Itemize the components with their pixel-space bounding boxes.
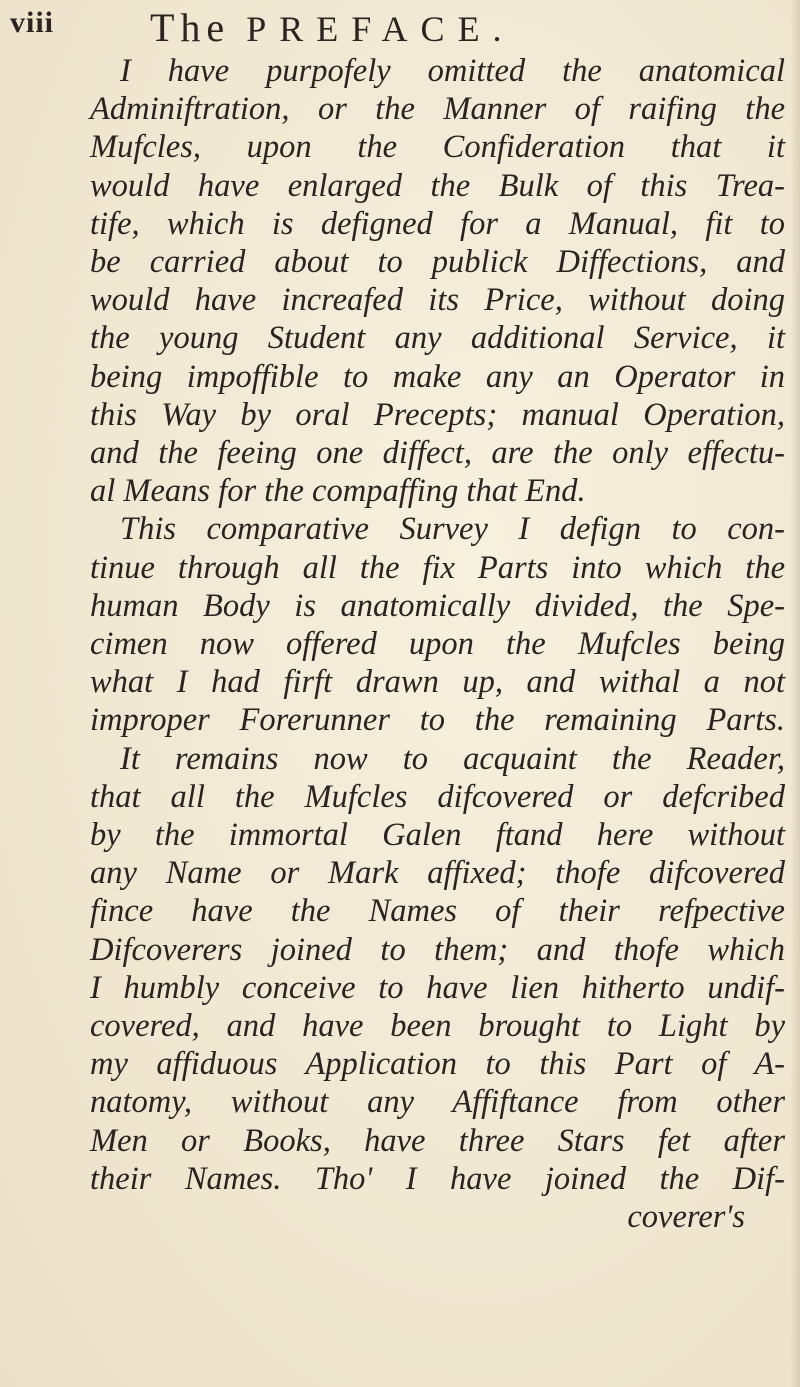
- text-line: I have purpofely omitted the anatomical: [120, 53, 785, 89]
- text-line: cimen now offered upon the Mufcles being: [90, 626, 785, 663]
- text-line: any Name or Mark affixed; thofe difcovered: [90, 855, 785, 892]
- text-line: Mufcles, upon the Confideration that it: [90, 129, 785, 166]
- text-line: would have increafed its Price, without doing: [90, 282, 785, 319]
- text-line: would have enlarged the Bulk of this Trea-: [90, 167, 785, 204]
- text-line: natomy, without any Affiftance from other: [90, 1084, 785, 1121]
- text-line: the young Student any additional Service, it: [90, 320, 785, 357]
- body-text: [90, 52, 785, 1236]
- text-line: This comparative Survey I defign to con-: [120, 511, 785, 548]
- text-line: Adminiftration, or the Manner of raifing the: [90, 91, 785, 128]
- text-line: their Names. Tho' I have joined the Dif-: [90, 1160, 785, 1197]
- text-line: human Body is anatomically divided, the Spe-: [90, 587, 785, 624]
- text-line: by the immortal Galen ftand here without: [90, 817, 785, 854]
- text-line: improper Forerunner to the remaining Parts.: [90, 702, 785, 739]
- text-line: tinue through all the fix Parts into which the: [90, 549, 785, 586]
- text-line: It remains now to acquaint the Reader,: [120, 740, 785, 777]
- catchword: coverer's: [627, 1199, 745, 1236]
- page-number: viii: [10, 6, 55, 39]
- text-line: tife, which is defigned for a Manual, fit to: [90, 205, 785, 242]
- running-head: [150, 4, 750, 51]
- page-edge-shadow: [790, 0, 800, 1387]
- text-line: fince have the Names of their refpective: [90, 893, 785, 930]
- text-line: and the feeing one diffect, are the only effectu-: [90, 435, 785, 472]
- text-line: being impoffible to make any an Operator in: [90, 358, 785, 395]
- text-line: I humbly conceive to have lien hitherto undif-: [90, 969, 785, 1006]
- running-head-title: PREFACE.: [246, 9, 515, 49]
- text-line: al Means for the compaffing that End.: [90, 473, 586, 510]
- running-head-article: The: [150, 5, 231, 50]
- text-line: covered, and have been brought to Light by: [90, 1008, 785, 1045]
- text-line: my affiduous Application to this Part of A-: [90, 1046, 785, 1083]
- text-line: that all the Mufcles difcovered or defcribed: [90, 778, 785, 815]
- text-line: be carried about to publick Diffections, and: [90, 244, 785, 281]
- text-line: what I had firft drawn up, and withal a not: [90, 664, 785, 701]
- text-line: this Way by oral Precepts; manual Operation,: [90, 396, 785, 433]
- text-line: Difcoverers joined to them; and thofe which: [90, 931, 785, 968]
- text-line: Men or Books, have three Stars fet after: [90, 1122, 785, 1159]
